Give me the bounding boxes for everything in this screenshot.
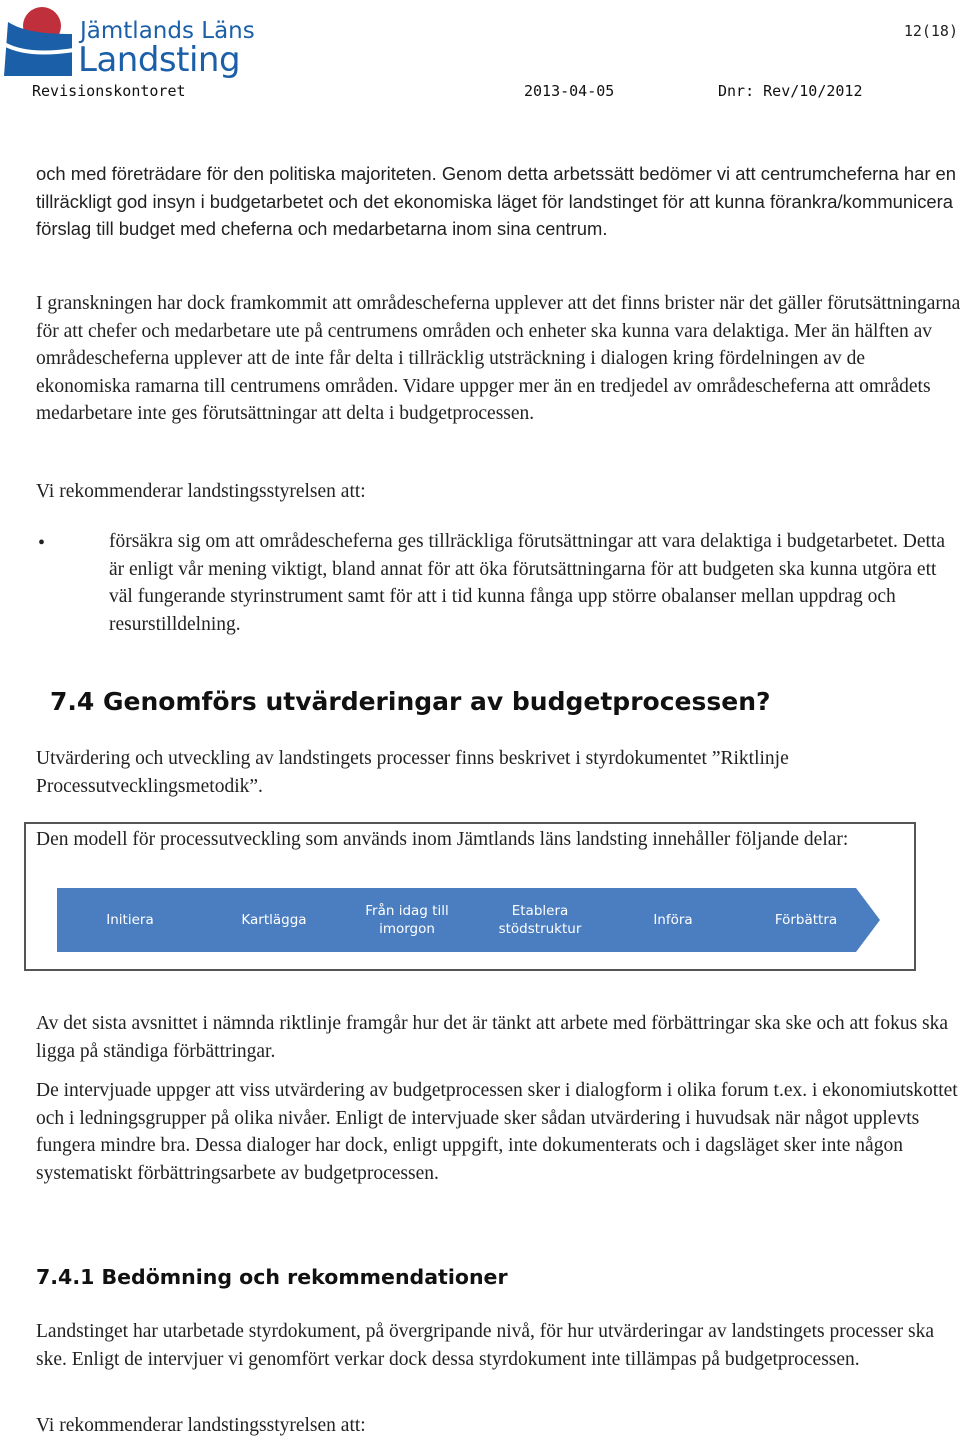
paragraph-assessment: Landstinget har utarbetade styrdokument, på övergripande nivå, för hur utvärderingar av landstingets processer ska ske. Enligt de intervjuer vi genomfört verkar dock dessa styrdokument inte tillämpas på budgetprocessen. [36, 1321, 934, 1370]
process-step-etablera-stodstruktur: Etablera stödstruktur [456, 888, 614, 952]
recommendation-lead-2: Vi rekommenderar landstingsstyrelsen att: [36, 1415, 366, 1436]
page-number: 12(18) [903, 22, 958, 40]
logo-text-line2: Landsting [78, 40, 241, 80]
paragraph-process-guideline: Utvärdering och utveckling av landstingets processer finns beskrivet i styrdokumentet ”Riktlinje Processutvecklingsmetodik”. [36, 748, 789, 797]
logo-text-line1: Jämtlands Läns [80, 18, 255, 44]
process-step-forbattra: Förbättra [722, 888, 880, 952]
recommendation-item: försäkra sig om att områdescheferna ges tillräckliga förutsättningar att vara delaktiga i budgetarbetet. Detta är enligt vår mening viktigt, bland annat för att öka förutsättningarna för att budgeten ska kunna utgöra ett väl fungerande styrinstrument samt för att i tid kunna fånga upp större obalanser mellan uppdrag och resurstilldelning. [109, 531, 945, 635]
process-step-fran-idag-till-imorgon: Från idag till imorgon [323, 888, 481, 952]
paragraph-interviews: De intervjuade uppger att viss utvärdering av budgetprocessen sker i dialogform i olika forum t.ex. i ekonomiutskottet och i ledningsgrupper på olika nivåer. Enligt de intervjuade sker sådan utvärdering i huvudsak när något upplevts fungera mindre bra. Dessa dialoger har dock, enligt uppgift, inte dokumenterats och i dagsläget sker inte någon systematiskt förbättringsarbete av budgetprocessen. [36, 1080, 958, 1184]
paragraph-improvements: Av det sista avsnittet i nämnda riktlinje framgår hur det är tänkt att arbete med förbättringar ska ske och att fokus ska ligga på ständiga förbättringar. [36, 1013, 949, 1062]
paragraph-findings: I granskningen har dock framkommit att områdescheferna upplever att det finns brister när det gäller förutsättningarna för att chefer och medarbetare ute på centrumens områden och enheter ska kunna vara delaktiga. Mer än hälften av områdescheferna upplever att de inte får delta i tillräcklig utsträckning i dialogen kring fördelningen av de ekonomiska ramarna till centrumens områden. Vidare uppger mer än en tredjedel av områdescheferna att områdets medarbetare inte ges förutsättningar att delta i budgetprocessen. [36, 293, 960, 424]
process-step-initiera: Initiera [57, 888, 215, 952]
process-step-infora: Införa [589, 888, 747, 952]
document-date: 2013-04-05 [524, 82, 615, 100]
paragraph-intro: och med företrädare för den politiska majoriteten. Genom detta arbetssätt bedömer vi att centrumcheferna har en tillräckligt god insyn i budgetarbetet och det ekonomiska läget för landstinget för att kunna förankra/kommunicera förslag till budget med cheferna och medarbetarna inom sina centrum. [36, 163, 957, 239]
process-model-caption: Den modell för processutveckling som används inom Jämtlands läns landsting innehåller följande delar: [36, 829, 849, 850]
bullet-icon: • [38, 532, 46, 554]
section-heading-7-4-1: 7.4.1 Bedömning och rekommendationer [36, 1265, 508, 1289]
recommendation-lead-1: Vi rekommenderar landstingsstyrelsen att: [36, 481, 366, 502]
document-reference: Dnr: Rev/10/2012 [718, 82, 863, 100]
logo-mark-icon [2, 4, 76, 76]
department-label: Revisionskontoret [32, 82, 186, 100]
landsting-logo [2, 4, 255, 80]
section-heading-7-4: 7.4 Genomförs utvärderingar av budgetprocessen? [50, 687, 771, 716]
process-step-kartlagga: Kartlägga [190, 888, 348, 952]
